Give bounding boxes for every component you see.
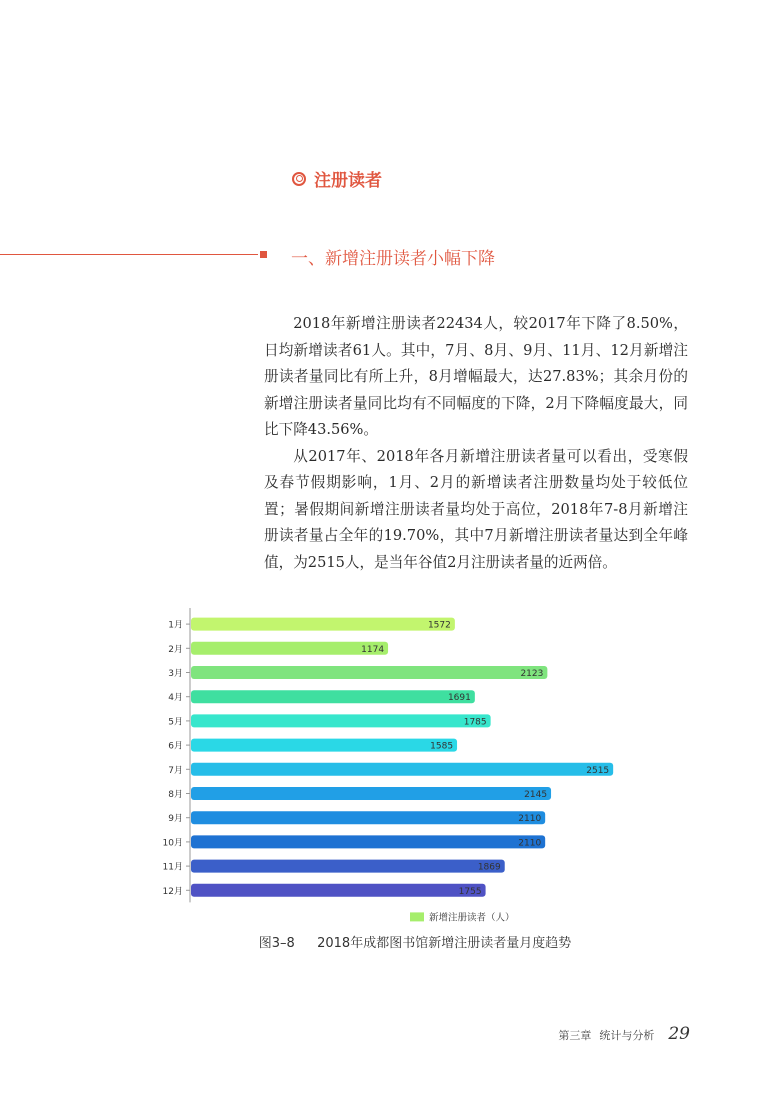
category-label: 11月 xyxy=(162,862,183,873)
bar xyxy=(191,690,475,703)
value-label: 1755 xyxy=(458,886,482,897)
section-title-text: 注册读者 xyxy=(314,171,382,191)
bar xyxy=(191,763,613,776)
bar xyxy=(191,642,388,655)
body-text xyxy=(264,311,688,576)
square-bullet-icon xyxy=(260,251,267,258)
value-label: 1785 xyxy=(463,717,487,728)
legend-label: 新增注册读者（人） xyxy=(429,912,515,924)
figure-caption xyxy=(0,932,780,951)
page-number: 29 xyxy=(668,1024,690,1044)
bar xyxy=(191,860,505,873)
category-label: 8月 xyxy=(168,790,183,800)
value-label: 2110 xyxy=(518,838,542,849)
value-label: 1572 xyxy=(427,620,451,631)
category-label: 10月 xyxy=(162,838,183,849)
value-label: 2515 xyxy=(586,765,610,776)
category-label: 9月 xyxy=(168,814,183,825)
value-label: 1585 xyxy=(430,741,454,752)
decorative-rule xyxy=(0,254,258,255)
bar xyxy=(191,835,545,848)
page-footer xyxy=(558,1024,690,1044)
paragraph-1: 2018年新增注册读者22434人，较2017年下降了8.50%，日均新增读者61人。其中，7月、8月、9月、11月、12月新增注册读者量同比有所上升，8月增幅最大，达27.83%；其余月份的新增注册读者量同比均有不同幅度的下降，2月下降幅度最大，同比下降43.56%。 xyxy=(264,315,688,438)
bar xyxy=(191,787,551,800)
section-heading xyxy=(292,166,382,191)
figure-label: 图3–8 xyxy=(258,936,295,951)
bar xyxy=(191,739,457,752)
subsection-title: 一、新增注册读者小幅下降 xyxy=(291,249,495,269)
bar xyxy=(191,884,486,897)
bar xyxy=(191,714,491,727)
legend-swatch xyxy=(410,912,424,921)
category-label: 2月 xyxy=(168,644,183,655)
bar xyxy=(191,666,547,679)
category-label: 7月 xyxy=(168,765,183,776)
footer-chapter: 第三章 xyxy=(558,1029,592,1042)
value-label: 1174 xyxy=(361,644,385,655)
figure-title: 2018年成都图书馆新增注册读者量月度趋势 xyxy=(317,936,572,951)
bar-chart xyxy=(150,600,710,925)
value-label: 2110 xyxy=(518,814,542,825)
value-label: 2145 xyxy=(524,790,548,800)
category-label: 5月 xyxy=(168,717,183,728)
value-label: 2123 xyxy=(520,669,544,679)
category-label: 3月 xyxy=(168,669,183,679)
bar xyxy=(191,811,545,824)
value-label: 1869 xyxy=(477,862,501,873)
bar xyxy=(191,618,455,631)
category-label: 1月 xyxy=(168,620,183,631)
category-label: 6月 xyxy=(168,741,183,752)
value-label: 1691 xyxy=(447,693,471,704)
paragraph-2: 从2017年、2018年各月新增注册读者量可以看出，受寒假及春节假期影响，1月、2月的新增读者注册数量均处于较低位置；暑假期间新增注册读者量均处于高位，2018年7-8月新增注册读者量占全年的19.70%，其中7月新增注册读者量达到全年峰值，为2515人，是当年谷值2月注册读者量的近两倍。 xyxy=(264,447,688,571)
category-label: 4月 xyxy=(168,693,183,704)
target-icon xyxy=(292,172,306,186)
category-label: 12月 xyxy=(162,886,183,897)
footer-section: 统计与分析 xyxy=(599,1029,655,1042)
